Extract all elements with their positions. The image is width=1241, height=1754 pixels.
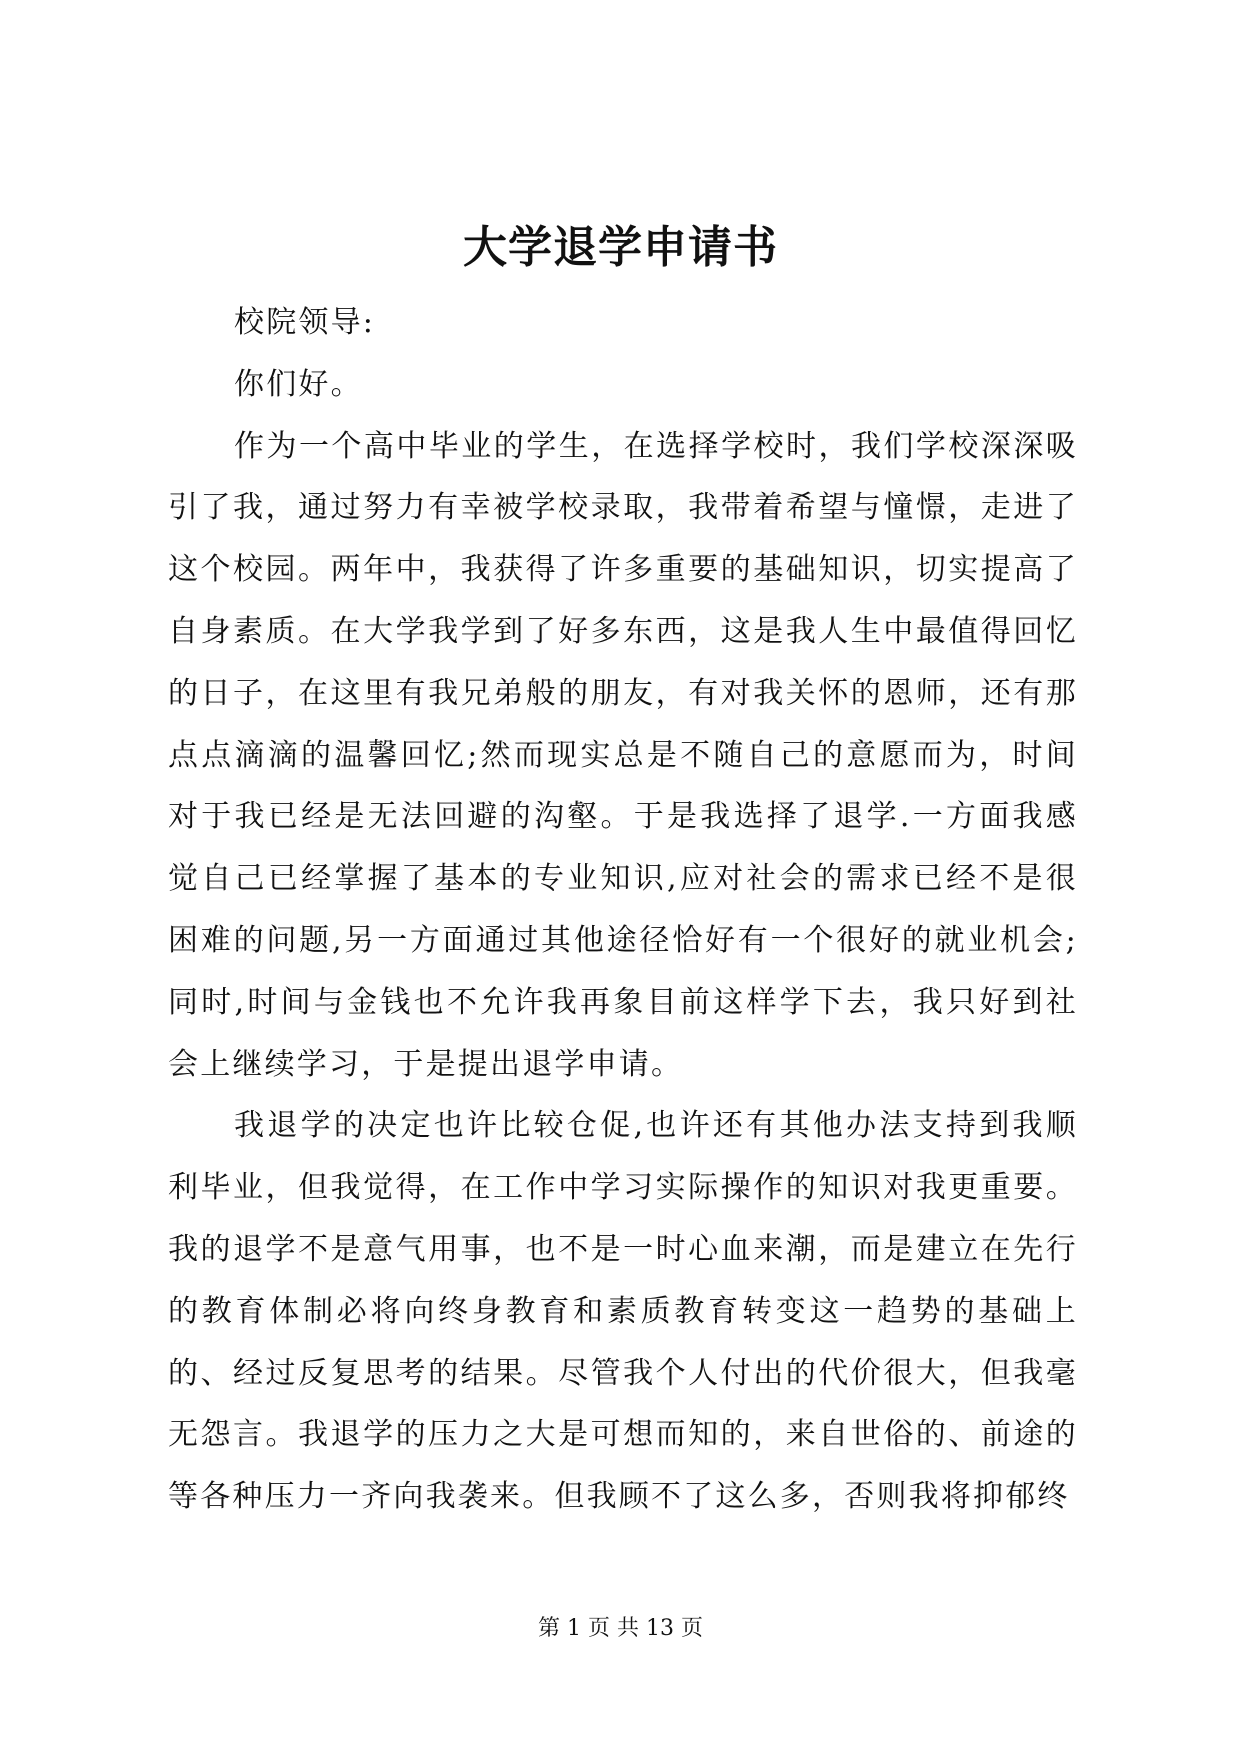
greeting: 你们好。 <box>234 366 363 402</box>
document-title: 大学退学申请书 <box>463 222 778 273</box>
salutation: 校院领导: <box>234 305 376 340</box>
document-body <box>168 292 1078 1528</box>
body-paragraph: 我退学的决定也许比较仓促,也许还有其他办法支持到我顺利毕业，但我觉得，在工作中学习实际操作的知识对我更重要。我的退学不是意气用事，也不是一时心血来潮，而是建立在先行的教育体制必将向终身教育和素质教育转变这一趋势的基础上的、经过反复思考的结果。尽管我个人付出的代价很大，但我毫无怨言。我退学的压力之大是可想而知的，来自世俗的、前途的等各种压力一齐向我袭来。但我顾不了这么多，否则我将抑郁终 <box>168 1108 1078 1515</box>
body-paragraph: 作为一个高中毕业的学生，在选择学校时，我们学校深深吸引了我，通过努力有幸被学校录取，我带着希望与憧憬，走进了这个校园。两年中，我获得了许多重要的基础知识，切实提高了自身素质。在大学我学到了好多东西，这是我人生中最值得回忆的日子，在这里有我兄弟般的朋友，有对我关怀的恩师，还有那点点滴滴的温馨回忆;然而现实总是不随自己的意愿而为，时间对于我已经是无法回避的沟壑。于是我选择了退学.一方面我感觉自己已经掌握了基本的专业知识,应对社会的需求已经不是很困难的问题,另一方面通过其他途径恰好有一个很好的就业机会;同时,时间与金钱也不允许我再象目前这样学下去，我只好到社会上继续学习，于是提出退学申请。 <box>168 428 1078 1082</box>
page-number: 第 1 页 共 13 页 <box>538 1616 703 1641</box>
